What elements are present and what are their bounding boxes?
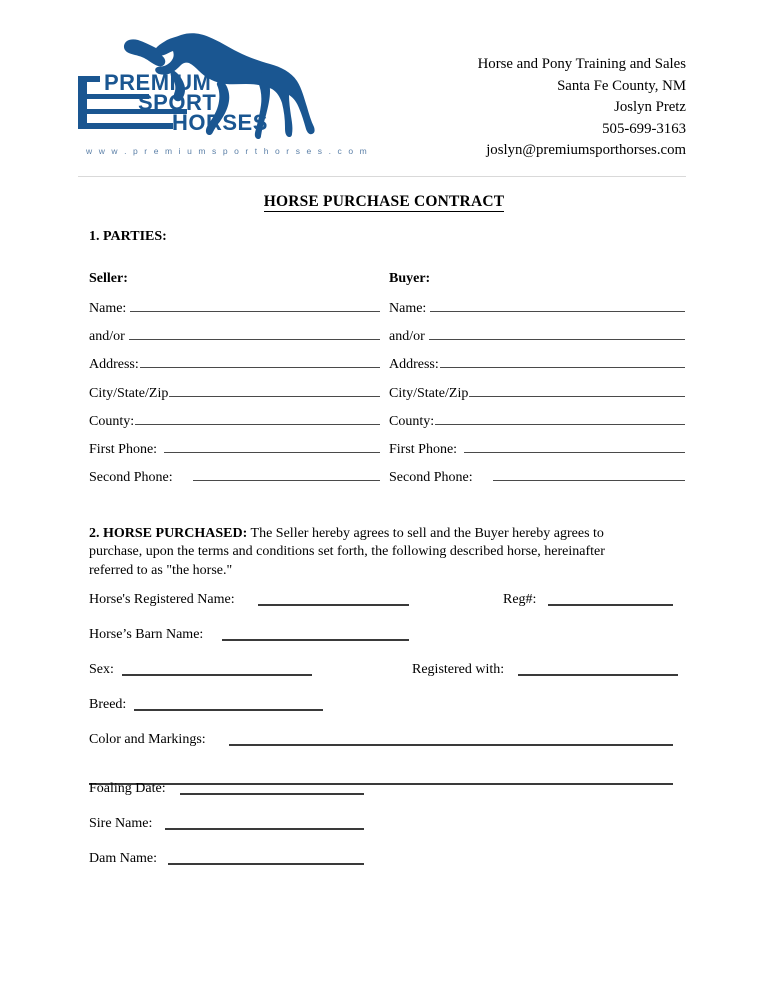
horse-detail-fields xyxy=(89,592,679,886)
horse-sex-input[interactable] xyxy=(122,662,312,676)
page-title-text: HORSE PURCHASE CONTRACT xyxy=(263,193,505,210)
horse-dam-name-row xyxy=(89,851,679,886)
buyer-field-citystatezip xyxy=(389,384,685,412)
buyer-field-andor-label: and/or xyxy=(389,329,425,345)
buyer-field-county-input[interactable] xyxy=(435,412,685,425)
horse-dam-name-label: Dam Name: xyxy=(89,851,158,866)
contact-location: Santa Fe County, NM xyxy=(557,77,686,94)
seller-column-heading: Seller: xyxy=(89,271,128,286)
contact-info xyxy=(478,28,686,162)
contact-phone: 505-699-3163 xyxy=(602,120,686,137)
buyer-field-first-phone-input[interactable] xyxy=(464,440,685,453)
horse-breed-label: Breed: xyxy=(89,697,127,712)
buyer-field-second-phone-input[interactable] xyxy=(493,468,685,481)
buyer-field-citystatezip-input[interactable] xyxy=(469,384,685,397)
horse-reg-number-label: Reg#: xyxy=(503,592,537,607)
horse-reg-number-input[interactable] xyxy=(548,592,673,606)
horse-registered-with-label: Registered with: xyxy=(412,662,505,677)
buyer-field-name-input[interactable] xyxy=(430,299,685,312)
buyer-field-name xyxy=(389,299,685,327)
seller-field-citystatezip-label: City/State/Zip xyxy=(89,385,169,401)
buyer-field-address-input[interactable] xyxy=(440,355,685,368)
seller-field-address xyxy=(89,355,380,383)
horse-registered-name-row xyxy=(89,592,679,627)
contact-email: joslyn@premiumsporthorses.com xyxy=(486,142,686,158)
seller-field-citystatezip xyxy=(89,384,380,412)
jumping-horse-silhouette-icon xyxy=(78,28,326,140)
seller-field-name-input[interactable] xyxy=(130,299,380,312)
seller-field-citystatezip-input[interactable] xyxy=(169,384,380,397)
seller-field-andor-label: and/or xyxy=(89,329,125,345)
brand-url: w w w . p r e m i u m s p o r t h o r s e s . c o m xyxy=(86,146,369,156)
horse-registered-name-label: Horse's Registered Name: xyxy=(89,592,235,607)
horse-sire-name-input[interactable] xyxy=(165,816,364,830)
buyer-field-second-phone xyxy=(389,468,685,496)
horse-barn-name-row xyxy=(89,627,679,662)
section-2-paragraph xyxy=(89,525,651,580)
seller-field-first-phone-label: First Phone: xyxy=(89,441,158,457)
page-title xyxy=(0,193,768,211)
logo-word-horses: HORSES xyxy=(172,110,268,135)
section-2-body: The Seller hereby agrees to sell and the Buyer hereby agrees to purchase, upon the terms and conditions set forth, the following described horse, hereinafter referred to as "the horse." xyxy=(89,526,605,578)
seller-field-second-phone-label: Second Phone: xyxy=(89,470,173,486)
horse-color-markings-row xyxy=(89,732,679,781)
seller-field-first-phone-input[interactable] xyxy=(164,440,380,453)
horse-color-markings-input[interactable] xyxy=(229,732,673,746)
seller-field-address-input[interactable] xyxy=(140,355,380,368)
logo-word-sport: SPORT xyxy=(138,90,217,115)
document-header xyxy=(78,28,686,160)
seller-field-first-phone xyxy=(89,440,380,468)
buyer-field-second-phone-label: Second Phone: xyxy=(389,470,473,486)
brand-logo xyxy=(78,28,369,160)
buyer-field-county xyxy=(389,412,685,440)
buyer-fields xyxy=(389,299,685,496)
seller-field-name-label: Name: xyxy=(89,301,127,316)
seller-field-second-phone xyxy=(89,468,380,496)
horse-sex-row xyxy=(89,662,679,697)
section-1-heading: 1. PARTIES: xyxy=(89,229,167,244)
seller-field-second-phone-input[interactable] xyxy=(193,468,380,481)
horse-breed-row xyxy=(89,697,679,732)
header-divider xyxy=(78,176,686,177)
horse-barn-name-label: Horse’s Barn Name: xyxy=(89,627,204,642)
seller-field-address-label: Address: xyxy=(89,357,139,373)
buyer-field-address-label: Address: xyxy=(389,357,439,373)
seller-field-andor-input[interactable] xyxy=(129,327,380,340)
buyer-field-first-phone xyxy=(389,440,685,468)
contact-person: Joslyn Pretz xyxy=(614,99,686,115)
horse-breed-input[interactable] xyxy=(134,697,323,711)
seller-field-name xyxy=(89,299,380,327)
seller-field-andor xyxy=(89,327,380,355)
buyer-field-county-label: County: xyxy=(389,413,435,429)
logo-word-premium: PREMIUM xyxy=(104,70,212,95)
horse-foaling-date-row xyxy=(89,781,679,816)
seller-fields xyxy=(89,299,380,496)
horse-dam-name-input[interactable] xyxy=(168,851,364,865)
buyer-field-andor xyxy=(389,327,685,355)
buyer-field-first-phone-label: First Phone: xyxy=(389,441,458,457)
horse-foaling-date-label: Foaling Date: xyxy=(89,781,166,796)
horse-color-markings-label: Color and Markings: xyxy=(89,732,206,747)
horse-registered-with-input[interactable] xyxy=(518,662,678,676)
buyer-field-name-label: Name: xyxy=(389,301,427,316)
horse-barn-name-input[interactable] xyxy=(222,627,409,641)
seller-field-county-input[interactable] xyxy=(135,412,380,425)
horse-registered-name-input[interactable] xyxy=(258,592,409,606)
seller-field-county-label: County: xyxy=(89,413,135,429)
buyer-field-andor-input[interactable] xyxy=(429,327,685,340)
horse-sire-name-row xyxy=(89,816,679,851)
seller-field-county xyxy=(89,412,380,440)
section-2-heading: 2. HORSE PURCHASED: xyxy=(89,526,248,541)
horse-sex-label: Sex: xyxy=(89,662,114,677)
buyer-column-heading: Buyer: xyxy=(389,271,431,286)
horse-foaling-date-input[interactable] xyxy=(180,781,364,795)
contact-tagline: Horse and Pony Training and Sales xyxy=(477,56,686,72)
horse-sire-name-label: Sire Name: xyxy=(89,816,153,831)
buyer-field-address xyxy=(389,355,685,383)
buyer-field-citystatezip-label: City/State/Zip xyxy=(389,385,469,401)
